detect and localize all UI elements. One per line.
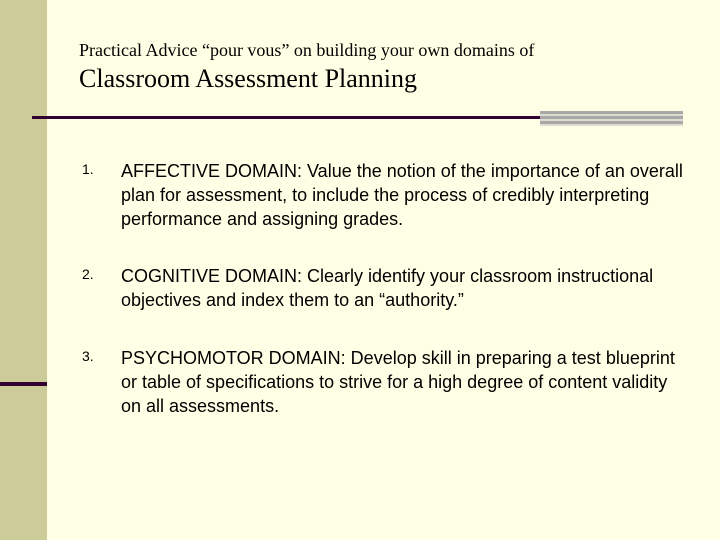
list-item-text: PSYCHOMOTOR DOMAIN: Develop skill in preparing a test blueprint or table of specifications to strive for a high degree of content validity on all assessments.: [121, 348, 675, 416]
list-item-number: 1.: [82, 161, 94, 177]
title-divider-dark: [32, 116, 540, 119]
left-decorative-band: [0, 0, 47, 540]
list-item-text: AFFECTIVE DOMAIN: Value the notion of the importance of an overall plan for assessment, to include the process of credibly interpreting performance and assigning grades.: [121, 161, 683, 229]
left-accent-bar: [0, 382, 47, 386]
slide-title: Classroom Assessment Planning: [79, 64, 418, 93]
list-item-number: 2.: [82, 266, 94, 282]
list-item-number: 3.: [82, 348, 94, 364]
slide-subtitle: Practical Advice “pour vous” on building your own domains of: [79, 40, 535, 60]
title-divider-striped: [540, 111, 683, 126]
list-item-text: COGNITIVE DOMAIN: Clearly identify your classroom instructional objectives and index them to an “authority.”: [121, 266, 654, 310]
